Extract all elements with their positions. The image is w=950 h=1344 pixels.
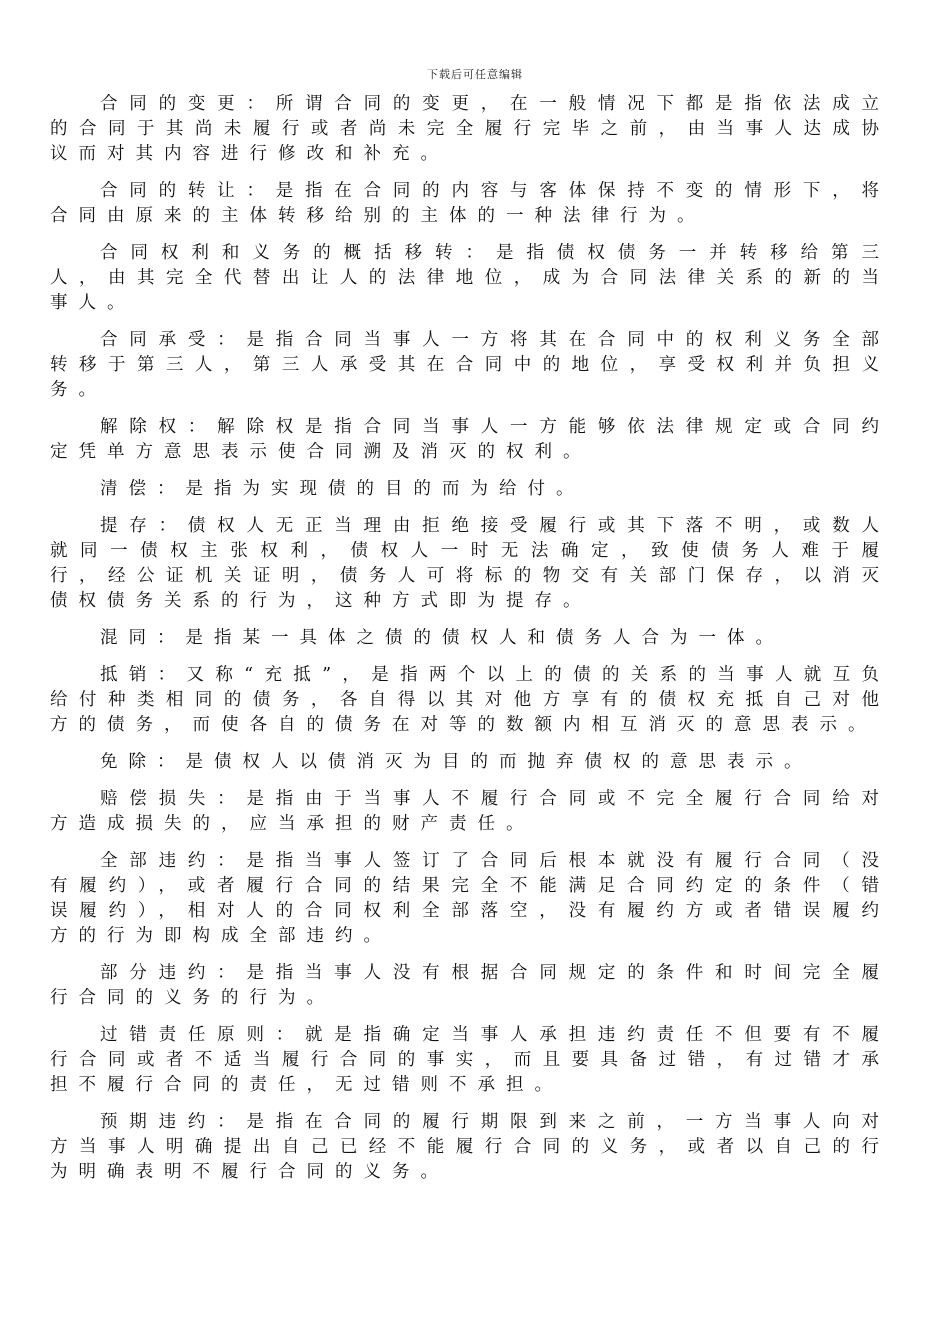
paragraph-general-assignment: 合同权利和义务的概括移转：是指债权债务一并转移给第三人，由其完全代替出让人的法律地位，成为合同法律关系的新的当事人。 [50, 243, 890, 313]
paragraph-partial-breach: 部分违约：是指当事人没有根据合同规定的条件和时间完全履行合同的义务的行为。 [50, 963, 890, 1008]
paragraph-contract-modification: 合同的变更：所谓合同的变更，在一般情况下都是指依法成立的合同于其尚未履行或者尚未完全履行完毕之前，由当事人达成协议而对其内容进行修改和补充。 [50, 94, 890, 164]
paragraph-total-breach: 全部违约：是指当事人签订了合同后根本就没有履行合同（没有履约），或者履行合同的结果完全不能满足合同约定的条件（错误履约），相对人的合同权利全部落空，没有履约方或者错误履约方的行为即构成全部违约。 [50, 851, 890, 946]
header-note: 下载后可任意编辑 [427, 68, 523, 81]
paragraph-performance: 清偿：是指为实现债的目的而为给付。 [100, 479, 585, 499]
paragraph-deposit: 提存：债权人无正当理由拒绝接受履行或其下落不明，或数人就同一债权主张权利，债权人一时无法确定，致使债务人难于履行，经公证机关证明，债务人可将标的物交有关部门保存，以消灭债权债务关系的行为，这种方式即为提存。 [50, 516, 890, 611]
document-body [50, 92, 890, 1197]
paragraph-contract-transfer: 合同的转让：是指在合同的内容与客体保持不变的情形下，将合同由原来的主体转移给别的主体的一种法律行为。 [50, 181, 890, 226]
paragraph-right-of-rescission: 解除权：解除权是指合同当事人一方能够依法律规定或合同约定凭单方意思表示使合同溯及消灭的权利。 [50, 417, 890, 462]
paragraph-release: 免除：是债权人以债消灭为目的而抛弃债权的意思表示。 [100, 752, 813, 772]
paragraph-contract-assumption: 合同承受：是指合同当事人一方将其在合同中的权利义务全部转移于第三人，第三人承受其在合同中的地位，享受权利并负担义务。 [50, 330, 890, 400]
paragraph-merger: 混同：是指某一具体之债的债权人和债务人合为一体。 [100, 628, 784, 648]
paragraph-damages: 赔偿损失：是指由于当事人不履行合同或不完全履行合同给对方造成损失的，应当承担的财产责任。 [50, 789, 890, 834]
paragraph-anticipatory-breach: 预期违约：是指在合同的履行期限到来之前，一方当事人向对方当事人明确提出自己已经不能履行合同的义务，或者以自己的行为明确表明不履行合同的义务。 [50, 1112, 890, 1182]
paragraph-set-off: 抵销：又称“充抵”，是指两个以上的债的关系的当事人就互负给付种类相同的债务，各自得以其对他方享有的债权充抵自己对他方的债务，而使各自的债务在对等的数额内相互消灭的意思表示。 [50, 665, 890, 735]
paragraph-fault-liability: 过错责任原则：就是指确定当事人承担违约责任不但要有不履行合同或者不适当履行合同的事实，而且要具备过错，有过错才承担不履行合同的责任，无过错则不承担。 [50, 1025, 890, 1095]
